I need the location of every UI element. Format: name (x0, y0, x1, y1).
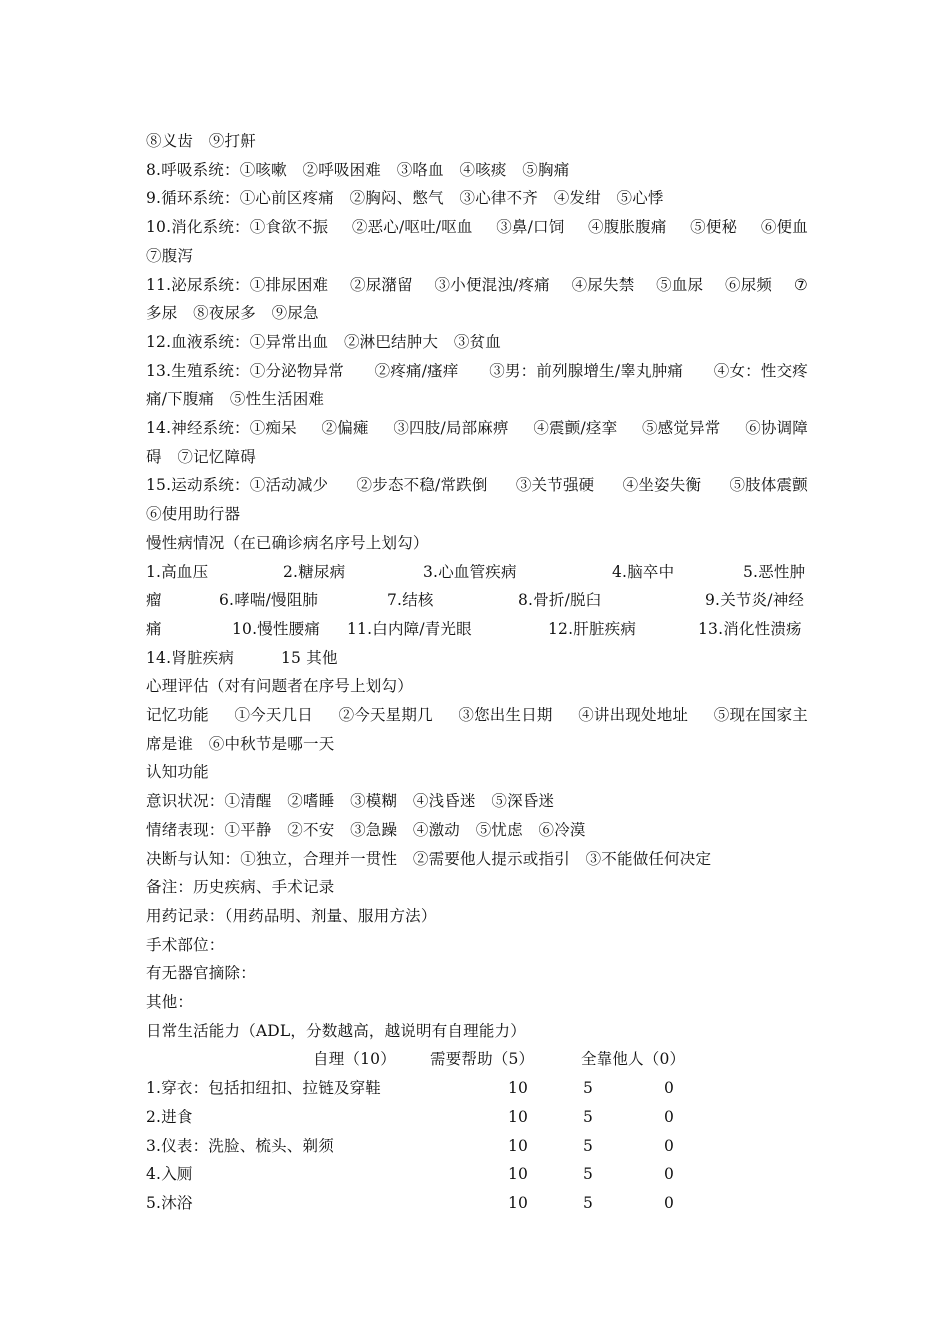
motor-item: ③关节强硬 (515, 476, 595, 495)
digestive-item: ⑤便秘 (690, 218, 738, 237)
motor-item: 15.运动系统：①活动减少 (146, 476, 329, 495)
adl-score-0: 0 (664, 1136, 675, 1155)
digestive-item: 10.消化系统：①食欲不振 (146, 218, 329, 237)
adl-score-5: 5 (583, 1136, 594, 1155)
organ-removal-line: 有无器官摘除： (146, 964, 256, 983)
line-motor-cont: ⑥使用助行器 (146, 505, 241, 524)
reproductive-item: ③男：前列腺增生/睾丸肿痛 (489, 361, 684, 380)
urinary-item: ③小便混浊/疼痛 (434, 275, 550, 294)
reproductive-item: ④女：性交疼 (713, 361, 808, 380)
line-nervous-cont: 碍 ⑦记忆障碍 (146, 447, 256, 466)
adl-score-10: 10 (508, 1079, 529, 1098)
adl-score-5: 5 (583, 1193, 594, 1212)
adl-score-0: 0 (664, 1079, 675, 1098)
chronic-item: 9.关节炎/神经 (705, 591, 805, 610)
chronic-item: 2.糖尿病 (283, 562, 346, 581)
nervous-item: ③四肢/局部麻痹 (393, 419, 509, 438)
urinary-item: 11.泌尿系统：①排尿困难 (146, 275, 329, 294)
document-body (146, 127, 808, 1218)
motor-item: ②步态不稳/常跌倒 (356, 476, 488, 495)
adl-row (146, 1189, 808, 1218)
memory-item: ③您出生日期 (458, 706, 553, 724)
adl-score-0: 0 (664, 1193, 675, 1212)
line-motor (146, 471, 808, 500)
chronic-row-4 (146, 644, 808, 673)
adl-row-label: 5.沐浴 (146, 1193, 193, 1212)
line-nervous (146, 414, 808, 443)
adl-row-label: 4.入厕 (146, 1165, 193, 1184)
adl-score-10: 10 (508, 1136, 529, 1155)
line-circulatory: 9.循环系统：①心前区疼痛 ②胸闷、憋气 ③心律不齐 ④发绀 ⑤心悸 (146, 189, 664, 208)
adl-header-depend: 全靠他人（0） (581, 1050, 686, 1069)
chronic-item: 13.消化性溃疡 (698, 619, 802, 638)
adl-row (146, 1074, 808, 1103)
motor-item: ⑤肢体震颤 (729, 476, 808, 495)
chronic-row-2 (146, 586, 808, 615)
adl-score-0: 0 (664, 1107, 675, 1126)
adl-score-5: 5 (583, 1107, 594, 1126)
adl-header-self: 自理（10） (313, 1050, 396, 1069)
adl-score-10: 10 (508, 1107, 529, 1126)
line-memory (146, 701, 808, 730)
surgery-site-line: 手术部位： (146, 935, 225, 954)
adl-table-header (146, 1045, 808, 1074)
nervous-item: 14.神经系统：①痴呆 (146, 419, 297, 438)
adl-score-5: 5 (583, 1165, 594, 1184)
memory-item: 记忆功能 (146, 706, 209, 724)
line-blood: 12.血液系统：①异常出血 ②淋巴结肿大 ③贫血 (146, 332, 501, 351)
adl-score-0: 0 (664, 1165, 675, 1184)
adl-row (146, 1132, 808, 1161)
digestive-item: ②恶心/呕吐/呕血 (351, 218, 473, 237)
urinary-item: ②尿潴留 (350, 275, 413, 294)
chronic-item: 14.肾脏疾病 (146, 648, 235, 667)
chronic-item: 11.白内障/青光眼 (347, 619, 472, 638)
adl-row-label: 3.仪表：洗脸、梳头、剃须 (146, 1136, 334, 1155)
urinary-item: ⑦ (793, 275, 808, 294)
line-urinary-cont: 多尿 ⑧夜尿多 ⑨尿急 (146, 304, 319, 323)
line-digestive (146, 213, 808, 242)
line-consciousness: 意识状况：①清醒 ②嗜睡 ③模糊 ④浅昏迷 ⑤深昏迷 (146, 792, 555, 811)
psych-assessment-heading: 心理评估（对有问题者在序号上划勾） (146, 677, 413, 696)
chronic-disease-heading: 慢性病情况（在已确诊病名序号上划勾） (146, 533, 429, 552)
medication-line: 用药记录：（用药品明、剂量、服用方法） (146, 906, 437, 925)
chronic-row-3 (146, 615, 808, 644)
nervous-item: ⑤感觉异常 (641, 419, 721, 438)
chronic-item: 12.肝脏疾病 (548, 619, 637, 638)
chronic-item: 4.脑卒中 (612, 562, 675, 581)
nervous-item: ④震颤/痉挛 (533, 419, 618, 438)
urinary-item: ⑥尿频 (725, 275, 773, 294)
motor-item: ④坐姿失衡 (622, 476, 702, 495)
adl-score-10: 10 (508, 1193, 529, 1212)
line-reproductive (146, 357, 808, 386)
digestive-item: ④腹胀腹痛 (588, 218, 667, 237)
remarks-line: 备注：历史疾病、手术记录 (146, 878, 335, 897)
digestive-item: ⑥便血 (760, 218, 808, 237)
line-dental-snore: ⑧义齿 ⑨打鼾 (146, 132, 256, 150)
adl-row (146, 1160, 808, 1189)
adl-score-10: 10 (508, 1165, 529, 1184)
digestive-item: ③鼻/口饲 (496, 218, 565, 237)
chronic-item: 5.恶性肿 (743, 562, 806, 581)
adl-heading: 日常生活能力（ADL，分数越高，越说明有自理能力） (146, 1021, 526, 1040)
line-judgment: 决断与认知：①独立，合理并一贯性 ②需要他人提示或指引 ③不能做任何决定 (146, 849, 712, 868)
chronic-item: 痛 (146, 619, 162, 638)
memory-item: ④讲出现处地址 (578, 706, 689, 724)
reproductive-item: 13.生殖系统：①分泌物异常 (146, 361, 344, 380)
other-line: 其他： (146, 993, 194, 1012)
chronic-item: 7.结核 (387, 591, 434, 610)
chronic-item: 1.高血压 (146, 562, 209, 581)
line-digestive-cont: ⑦腹泻 (146, 246, 194, 265)
chronic-item: 10.慢性腰痛 (232, 619, 321, 638)
chronic-item: 15 其他 (281, 648, 338, 667)
line-reproductive-cont: 痛/下腹痛 ⑤性生活困难 (146, 390, 325, 409)
adl-row-label: 2.进食 (146, 1107, 193, 1126)
urinary-item: ⑤血尿 (656, 275, 704, 294)
nervous-item: ⑥协调障 (745, 419, 808, 438)
cognitive-heading: 认知功能 (146, 763, 209, 782)
chronic-item: 瘤 (146, 591, 162, 610)
memory-item: ②今天星期几 (338, 706, 433, 724)
chronic-item: 3.心血管疾病 (423, 562, 517, 581)
memory-item: ⑤现在国家主 (713, 706, 808, 724)
line-emotion: 情绪表现：①平静 ②不安 ③急躁 ④激动 ⑤忧虑 ⑥冷漠 (146, 820, 586, 839)
line-memory-cont: 席是谁 ⑥中秋节是哪一天 (146, 734, 335, 753)
adl-header-help: 需要帮助（5） (430, 1050, 535, 1069)
memory-item: ①今天几日 (234, 706, 313, 724)
line-respiratory: 8.呼吸系统：①咳嗽 ②呼吸困难 ③咯血 ④咳痰 ⑤胸痛 (146, 160, 570, 179)
adl-row (146, 1103, 808, 1132)
line-urinary (146, 271, 808, 300)
chronic-row-1 (146, 558, 808, 587)
adl-row-label: 1.穿衣：包括扣纽扣、拉链及穿鞋 (146, 1079, 381, 1098)
chronic-item: 6.哮喘/慢阻肺 (219, 591, 319, 610)
nervous-item: ②偏瘫 (321, 419, 369, 438)
chronic-item: 8.骨折/脱臼 (518, 591, 602, 610)
urinary-item: ④尿失禁 (571, 275, 635, 294)
adl-score-5: 5 (583, 1079, 594, 1098)
reproductive-item: ②疼痛/瘙痒 (374, 361, 459, 380)
